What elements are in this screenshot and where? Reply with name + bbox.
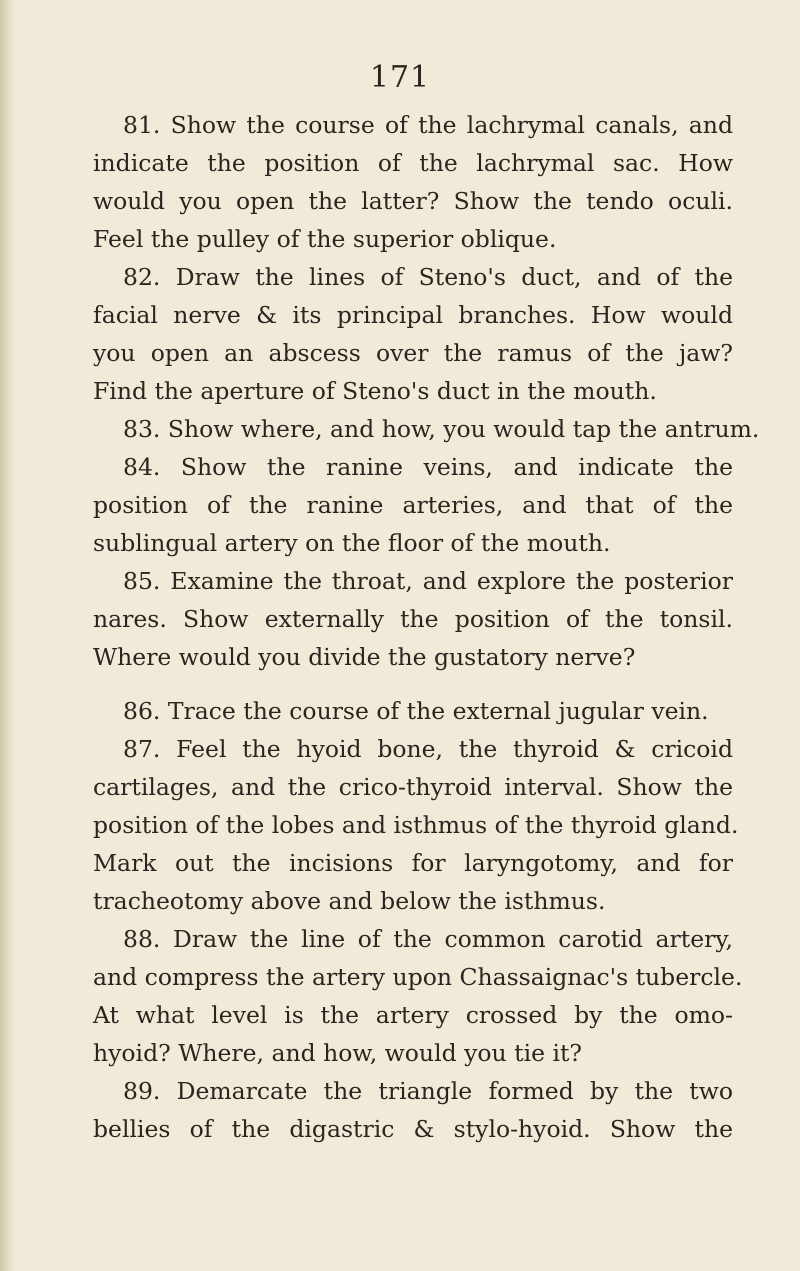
text-line: 82. Draw the lines of Steno's duct, and of the	[123, 263, 733, 291]
text-line: indicate the position of the lachrymal sac. How	[93, 149, 733, 177]
paragraph-gap	[93, 676, 733, 692]
text-line: would you open the latter? Show the tendo oculi.	[93, 187, 733, 215]
text-line: nares. Show externally the position of the tonsil.	[93, 605, 733, 633]
text-line: facial nerve & its principal branches. How would	[93, 301, 733, 329]
text-line: tracheotomy above and below the isthmus.	[93, 887, 606, 915]
text-line: 81. Show the course of the lachrymal canals, and	[123, 111, 733, 139]
text-line: 86. Trace the course of the external jugular vein.	[123, 697, 709, 725]
text-line: Mark out the incisions for laryngotomy, and for	[93, 849, 733, 877]
page-edge	[0, 0, 14, 1271]
text-line: Where would you divide the gustatory nerve?	[93, 643, 636, 671]
text-line: bellies of the digastric & stylo-hyoid. Show the	[93, 1115, 733, 1143]
text-line: and compress the artery upon Chassaignac's tubercle.	[93, 963, 743, 991]
text-line: 89. Demarcate the triangle formed by the two	[123, 1077, 733, 1105]
text-line: position of the ranine arteries, and that of the	[93, 491, 733, 519]
body-text	[93, 106, 760, 1148]
text-line: Feel the pulley of the superior oblique.	[93, 225, 557, 253]
page-number: 171	[369, 60, 431, 95]
text-line: sublingual artery on the floor of the mouth.	[93, 529, 611, 557]
text-line: 83. Show where, and how, you would tap the antrum.	[123, 415, 760, 443]
text-line: hyoid? Where, and how, would you tie it?	[93, 1039, 583, 1067]
text-line: At what level is the artery crossed by the omo-	[93, 1001, 733, 1029]
text-line: 87. Feel the hyoid bone, the thyroid & cricoid	[123, 735, 733, 763]
text-line: cartilages, and the crico-thyroid interval. Show the	[93, 773, 733, 801]
text-line: Find the aperture of Steno's duct in the mouth.	[93, 377, 657, 405]
text-line: position of the lobes and isthmus of the thyroid gland.	[93, 811, 739, 839]
text-line: 85. Examine the throat, and explore the posterior	[123, 567, 733, 595]
text-line: 88. Draw the line of the common carotid artery,	[123, 925, 733, 953]
text-line: 84. Show the ranine veins, and indicate the	[123, 453, 733, 481]
text-line: you open an abscess over the ramus of the jaw?	[93, 339, 733, 367]
